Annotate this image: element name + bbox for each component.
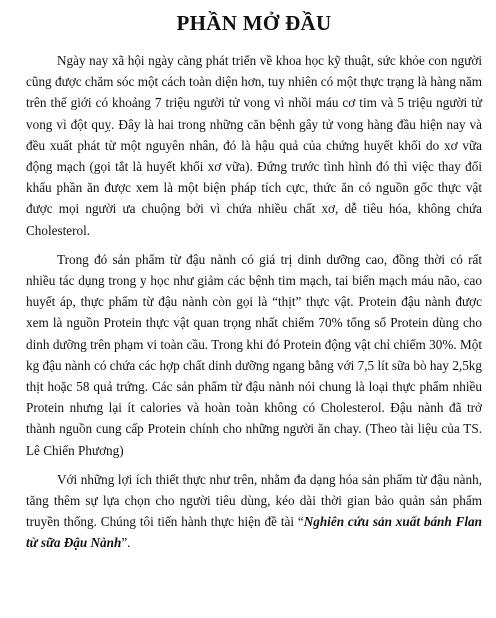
paragraph-research-topic (26, 469, 482, 554)
paragraph-soybean-nutrition: Trong đó sản phẩm từ đậu nành có giá trị dinh dưỡng cao, đồng thời có rất nhiều tác dụng trong y học như giảm các bệnh tim mạch, tai biến mạch máu não, cao huyết áp, thực phẩm từ đậu nành còn gọi là “thịt” thực vật. Protein đậu nành được xem là nguồn Protein thực vật quan trọng nhất chiếm 70% tổng số Protein dùng cho dinh dưỡng trên phạm vi toàn cầu. Trong khi đó Protein động vật chỉ chiếm 30%. Một kg đậu nành có chứa các hợp chất dinh dưỡng ngang bằng với 7,5 lít sữa bò hay 2,5kg thịt hoặc 58 quả trứng. Các sản phẩm từ đậu nành nói chung là loại thực phẩm nhiều Protein nhưng lại ít calories và hoàn toàn không có Cholesterol. Đậu nành đã trở thành nguồn cung cấp Protein chính cho những người ăn chay. (Theo tài liệu của TS. Lê Chiến Phương) (26, 251, 482, 458)
topic-lead-text: Với những lợi ích thiết thực như trên, nhằm đa dạng hóa sản phẩm từ đậu nành, tăng thêm sự lựa chọn cho người tiêu dùng, kéo dài thời gian bảo quản sản phẩm truyền thống. Chúng tôi tiến hành thực hiện đề tài “ (26, 471, 482, 530)
document-page (26, 10, 482, 562)
page-title: PHẦN MỞ ĐẦU (176, 11, 332, 35)
topic-trailing-text: ”. (121, 535, 131, 551)
paragraph-intro: Ngày nay xã hội ngày càng phát triển về khoa học kỹ thuật, sức khỏe con người cũng được chăm sóc một cách toàn diện hơn, tuy nhiên có một thực trạng là hàng năm trên thế giới có khoảng 7 triệu người tử vong vì nhồi máu cơ tim và 5 triệu người tử vong vì đột quỵ. Đây là hai trong những căn bệnh gây tử vong hàng đầu hiện nay và đều xuất phát từ một nguyên nhân, đó là hậu quả của chứng huyết khối do xơ vữa động mạch (gọi tắt là huyết khối xơ vữa). Đứng trước tình hình đó thì việc thay đổi khẩu phần ăn được xem là một biện pháp tích cực, thức ăn có nguồn gốc thực vật được mọi người ưa chuộng bởi vì chứa nhiều chất xơ, dễ tiêu hóa, không chứa Cholesterol. (26, 53, 482, 238)
research-topic-title: Nghiên cứu sản xuất bánh Flan từ sữa Đậu Nành (26, 514, 482, 551)
